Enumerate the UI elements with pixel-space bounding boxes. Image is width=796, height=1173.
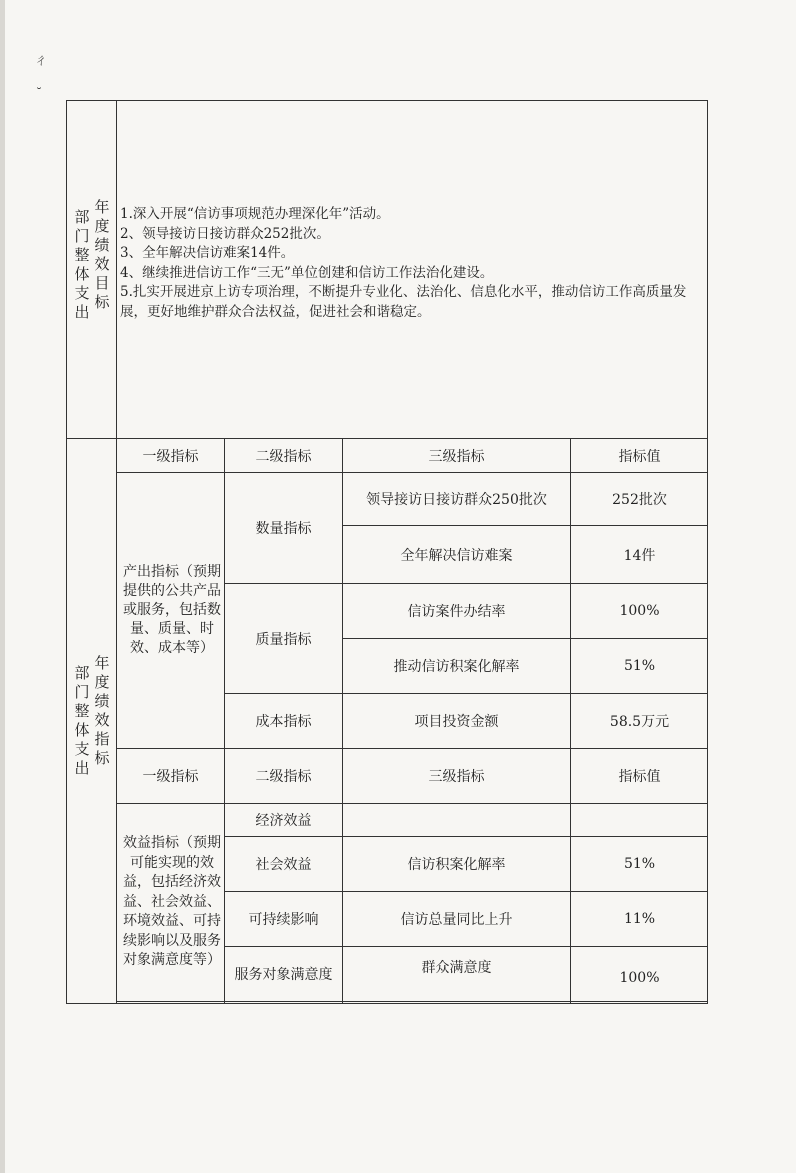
vertical-char: 体: [74, 721, 90, 739]
value-cell: 51%: [623, 658, 656, 674]
page-edge: [0, 0, 5, 1173]
value-cell: 11%: [623, 911, 656, 927]
hline: [116, 1001, 708, 1002]
value-cell: 51%: [623, 856, 656, 872]
goals-label-right: [92, 198, 112, 312]
vertical-char: 门: [74, 227, 90, 245]
header-level1: 一级指标: [142, 769, 199, 785]
margin-mark: ˘: [36, 86, 42, 100]
level3-cell: 领导接访日接访群众250批次: [366, 492, 547, 508]
value-cell: 14件: [623, 547, 656, 564]
level3-cell: 信访总量同比上升: [400, 912, 513, 928]
goal-item: 2、领导接访日接访群众252批次。: [120, 225, 330, 242]
header-value: 指标值: [618, 448, 661, 465]
vertical-char: 年: [94, 654, 110, 672]
level3-cell: 项目投资金额: [414, 714, 499, 730]
vertical-char: 年: [94, 198, 110, 216]
level2-cell: 经济效益: [255, 813, 312, 829]
vertical-char: 部: [74, 208, 90, 226]
margin-mark: ㄔ: [34, 53, 48, 69]
level3-cell: 信访案件办结率: [407, 604, 506, 620]
indicators-label-left: [72, 664, 92, 778]
vertical-char: 目: [94, 274, 110, 292]
header-level2: 二级指标: [255, 769, 312, 785]
level2-cell: 服务对象满意度: [234, 967, 333, 983]
vertical-char: 度: [94, 217, 110, 235]
output-level1: 产出指标（预期提供的公共产品或服务，包括数量、质量、时效、成本等）: [123, 564, 221, 656]
benefit-level1: 效益指标（预期可能实现的效益，包括经济效益、社会效益、环境效益、可持续影响以及服务对象满意度等）: [123, 835, 221, 969]
level2-cell: 可持续影响: [248, 912, 319, 928]
vertical-char: 部: [74, 664, 90, 682]
header-level3: 三级指标: [428, 448, 485, 465]
value-cell: 252批次: [612, 492, 667, 508]
vline: [116, 100, 117, 1004]
vertical-char: 支: [74, 284, 90, 302]
vertical-char: 出: [74, 759, 90, 777]
level3-cell: 群众满意度: [421, 960, 492, 976]
goal-item: 3、全年解决信访难案14件。: [120, 245, 295, 261]
level2-cell: 社会效益: [255, 857, 312, 873]
goals-list: [120, 205, 706, 322]
vertical-char: 指: [94, 730, 110, 748]
vertical-char: 门: [74, 683, 90, 701]
cost-label: 成本指标: [255, 714, 312, 730]
vertical-char: 绩: [94, 692, 110, 710]
vertical-char: 体: [74, 265, 90, 283]
level3-cell: 推动信访积案化解率: [393, 659, 520, 675]
vertical-char: 标: [94, 293, 110, 311]
goals-label-left: [72, 208, 92, 322]
header-value: 指标值: [618, 769, 661, 785]
indicators-label-right: [92, 654, 112, 768]
vertical-char: 度: [94, 673, 110, 691]
vertical-char: 标: [94, 749, 110, 767]
goal-item: 1.深入开展“信访事项规范办理深化年”活动。: [120, 206, 390, 222]
value-cell: [571, 804, 708, 836]
value-cell: 100%: [619, 603, 660, 619]
value-cell: 58.5万元: [609, 714, 670, 730]
level3-cell: 全年解决信访难案: [400, 547, 513, 564]
vertical-char: 整: [74, 246, 90, 264]
header-level1: 一级指标: [142, 448, 199, 465]
level3-cell: [343, 804, 570, 836]
header-level3: 三级指标: [428, 769, 485, 785]
goal-item: 4、继续推进信访工作“三无”单位创建和信访工作法治化建设。: [120, 264, 494, 281]
vertical-char: 整: [74, 702, 90, 720]
quality-label: 质量指标: [255, 631, 312, 648]
value-cell: 100%: [619, 970, 660, 986]
quantity-label: 数量指标: [255, 521, 312, 537]
vertical-char: 支: [74, 740, 90, 758]
level3-cell: 信访积案化解率: [407, 857, 506, 873]
vertical-char: 效: [94, 255, 110, 273]
vertical-char: 出: [74, 303, 90, 321]
vertical-char: 绩: [94, 236, 110, 254]
header-level2: 二级指标: [255, 448, 312, 465]
vertical-char: 效: [94, 711, 110, 729]
goal-item: 5.扎实开展进京上访专项治理，不断提升专业化、法治化、信息化水平，推动信访工作高质量发展，更好地维护群众合法权益，促进社会和谐稳定。: [120, 284, 687, 320]
